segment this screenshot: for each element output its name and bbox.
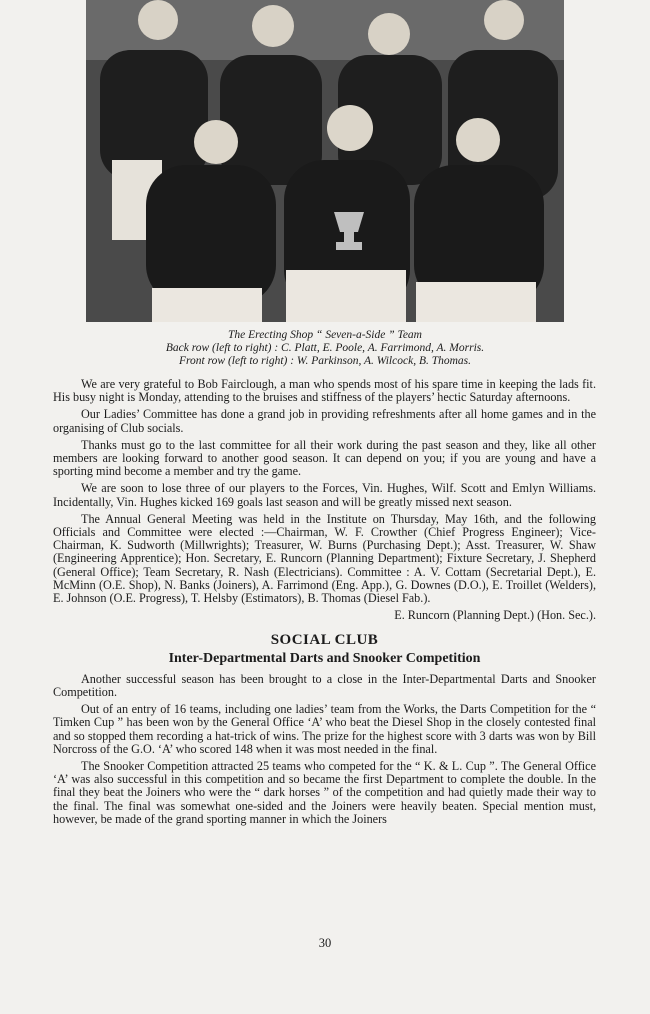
caption-front-row: Front row (left to right) : W. Parkinson, A. Wilcock, B. Thomas. xyxy=(178,355,472,367)
section-heading: SOCIAL CLUB xyxy=(270,632,379,649)
paragraph: The Snooker Competition attracted 25 teams who competed for the “ K. & L. Cup ”. The General Office ‘A’ was also successful in this competition and so became the first Department to complete the double. In the final they beat the Joiners who were the “ dark horses ” of the competition and had quietly made their way to the final. The final was somewhat one-sided and the Joiners were heavily beaten. Special mention must, however, be made of the grand sporting manner in which the Joiners xyxy=(53,759,596,826)
paragraph: We are soon to lose three of our players to the Forces, Vin. Hughes, Wilf. Scott and Emlyn Williams. Incidentally, Vin. Hughes kicked 169 goals last season and will be greatly missed next season. xyxy=(53,481,596,509)
paragraph: We are very grateful to Bob Fairclough, a man who spends most of his spare time in keeping the lads fit. His busy night is Monday, attending to the bruises and stiffness of the players’ hectic Saturday afternoons. xyxy=(53,377,596,405)
photo-caption xyxy=(60,329,590,368)
paragraph: Our Ladies’ Committee has done a grand job in providing refreshments after all home games and in the organising of Club socials. xyxy=(53,407,596,435)
team-photo-illustration xyxy=(86,0,564,322)
paragraph: Out of an entry of 16 teams, including one ladies’ team from the Works, the Darts Competition for the “ Timken Cup ” has been won by the General Office ‘A’ who beat the Diesel Shop in the closely contested final and so stopped them recording a hat-trick of wins. The prize for the highest score with 3 darts was won by Bill Norcross of the G.O. ‘A’ who scored 148 when it was most needed in the final. xyxy=(53,702,596,756)
signature: E. Runcorn (Planning Dept.) (Hon. Sec.). xyxy=(394,608,596,623)
team-photo xyxy=(86,0,564,322)
sub-heading: Inter-Departmental Darts and Snooker Competition xyxy=(168,650,481,666)
paragraph: Thanks must go to the last committee for all their work during the past season and they, like all other members are looking forward to another good season. It can depend on you; if you are young and have a sporting mind become a member and try the game. xyxy=(53,437,596,479)
signature-line xyxy=(53,609,596,622)
paragraph: The Annual General Meeting was held in the Institute on Thursday, May 16th, and the following Officials and Committee were elected :—Chairman, W. F. Crowther (Chief Progress Engineer); Vice-Chairman, K. Sudworth (Millwrights); Treasurer, W. Burns (Purchasing Dept.); Asst. Treasurer, W. Shaw (Engineering Apprentice); Hon. Secretary, E. Runcorn (Planning Department); Fixture Secretary, J. Shepherd (General Office); Team Secretary, R. Nash (Electricians). Committee : A. V. Cottam (Secretarial Dept.), E. McMinn (O.E. Shop), N. Banks (Joiners), A. Farrimond (Eng. App.), G. Downes (D.O.), E. Troillet (Welders), E. Johnson (O.E. Progress), T. Helsby (Estimators), B. Thomas (Diesel Fab.). xyxy=(53,511,596,606)
paragraph: Another successful season has been brought to a close in the Inter-Departmental Darts and Snooker Competition. xyxy=(53,671,596,700)
caption-title: The Erecting Shop “ Seven-a-Side ” Team xyxy=(228,329,422,341)
article-body xyxy=(53,378,596,830)
page-number: 30 xyxy=(318,936,332,950)
caption-back-row: Back row (left to right) : C. Platt, E. Poole, A. Farrimond, A. Morris. xyxy=(165,342,485,354)
